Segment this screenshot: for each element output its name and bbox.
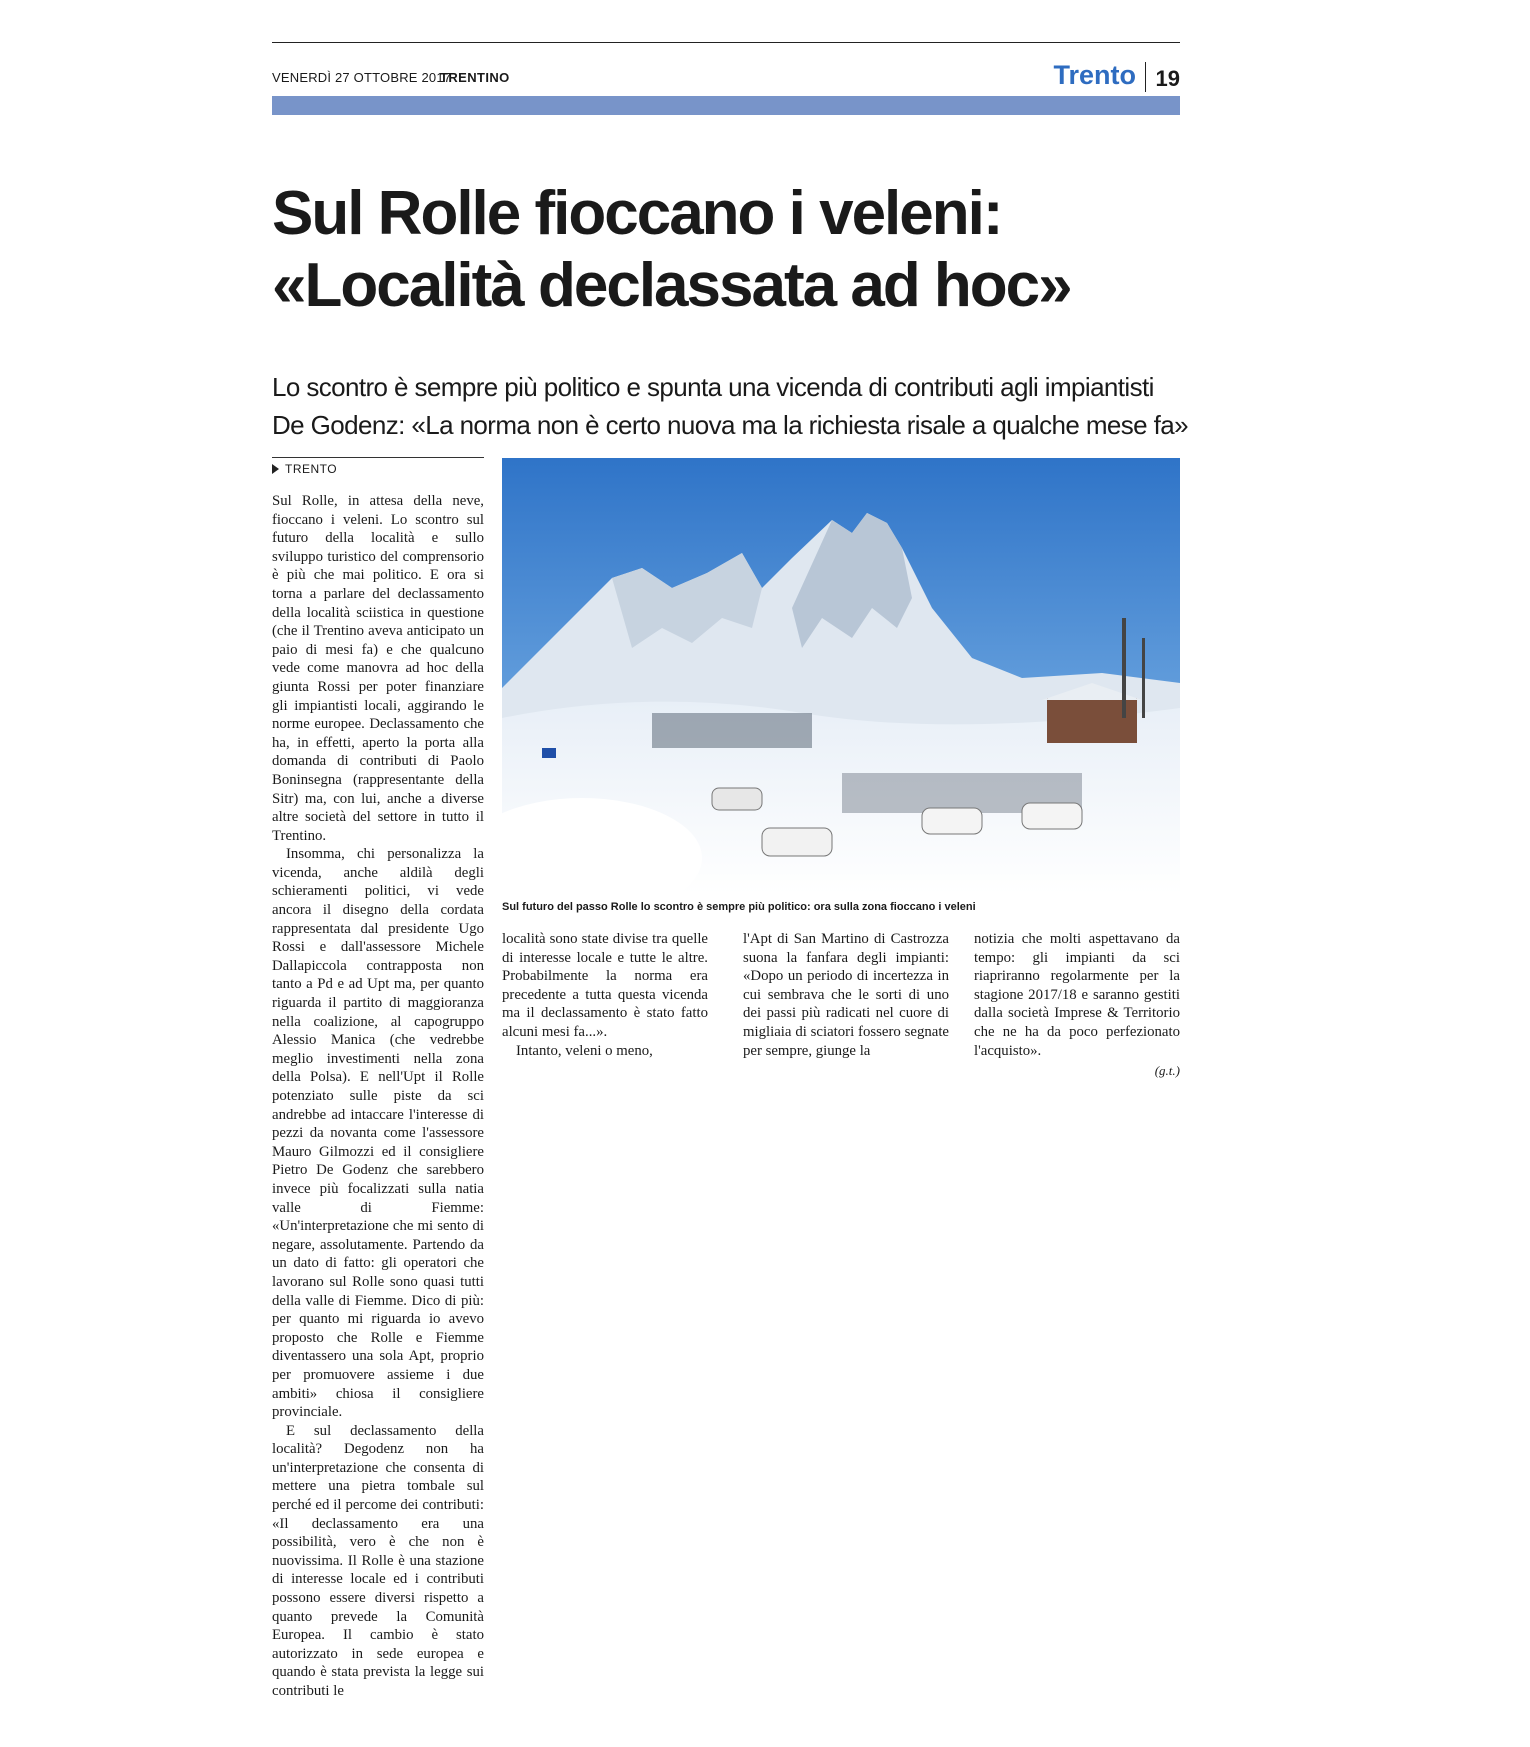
masthead (272, 60, 1180, 92)
article-column-2 (502, 930, 708, 1060)
paragraph: Sul Rolle, in attesa della neve, fioccano i veleni. Lo scontro sul futuro della località e sullo sviluppo turistico del comprensorio è più che mai politico. E ora si torna a parlare del declassamento della località sciistica in questione (che il Trentino aveva anticipato un paio di mesi fa) e che qualcuno vede come manovra ad hoc della giunta Rossi per poter finanziare gli impiantisti locali, aggirando le norme europee. Declassamento che ha, in effetti, aperto la porta alla domanda di contributi di Paolo Boninsegna (rappresentante della Sitr) ma, con lui, anche a diverse altre società del settore in tutto il Trentino. (272, 493, 484, 844)
issue-date: VENERDÌ 27 OTTOBRE 2017 (272, 70, 452, 85)
article-column-3 (743, 930, 949, 1060)
play-arrow-icon (272, 464, 279, 474)
paragraph: località sono state divise tra quelle di interesse locale e tutte le altre. Probabilmente la norma era precedente a tutta questa vicenda ma il declassamento è stato fatto alcuni mesi fa...». (502, 931, 708, 1040)
photo-caption: Sul futuro del passo Rolle lo scontro è sempre più politico: ora sulla zona fioccano i veleni (502, 901, 976, 913)
headline (272, 178, 1180, 322)
paragraph: Insomma, chi personalizza la vicenda, anche aldilà degli schieramenti politici, vi vede ancora il disegno della cordata rappresentata dal presidente Ugo Rossi e dall'assessore Michele Dallapiccola contrapposta non tanto a Pd e ad Upt ma, per quanto riguarda il partito di maggioranza nella coalizione, al capogruppo Alessio Manica (che vedrebbe meglio investimenti nella zona della Polsa). E nell'Upt il Rolle potenziato sulle piste da sci andrebbe ad intaccare l'interesse di pezzi da novanta come l'assessore Mauro Gilmozzi ed il consigliere Pietro De Godenz che sarebbero invece più focalizzati sulla natia valle di Fiemme: «Un'interpretazione che mi sento di negare, assolutamente. Partendo da un dato di fatto: gli operatori che lavorano sul Rolle sono quasi tutti della valle di Fiemme. Dico di più: per quanto mi riguarda io avevo proposto che Rolle e Fiemme diventassero una sola Apt, proprio per promuovere assieme i due ambiti» chiosa il consigliere provinciale. (272, 846, 484, 1421)
subhead-line-1: Lo scontro è sempre più politico e spunta una vicenda di contributi agli impiantisti (272, 372, 1154, 402)
newspaper-name: TRENTINO (440, 70, 510, 85)
paragraph: E sul declassamento della località? Degodenz non ha un'interpretazione che consenta di mettere una pietra tombale sul perché ed il percome dei contributi: «Il declassamento era una possibilità, vero è che non è nuovissima. Il Rolle è una stazione di interesse locale ed i contributi possono essere diversi rispetto a quanto prevede la Comunità Europea. Il cambio è stato autorizzato in sede europea e quando è stata prevista la legge sui contributi le (272, 1422, 484, 1699)
headline-line-1: Sul Rolle fioccano i veleni: (272, 179, 1002, 248)
author-signature: (g.t.) (1154, 1063, 1180, 1079)
article-column-4 (974, 930, 1180, 1081)
kicker-label: TRENTO (285, 462, 338, 476)
page-number: 19 (1155, 66, 1180, 91)
headline-line-2: «Località declassata ad hoc» (272, 251, 1071, 320)
article-column-1 (272, 492, 484, 1701)
page-separator (1145, 62, 1146, 92)
subhead-line-2: De Godenz: «La norma non è certo nuova ma la richiesta risale a qualche mese fa» (272, 410, 1188, 440)
paragraph: l'Apt di San Martino di Castrozza suona la fanfara degli impianti: «Dopo un periodo di incertezza in cui sembrava che le sorti di uno dei passi più radicati nel cuore di migliaia di sciatori fossero segnate per sempre, giunge la (743, 931, 949, 1059)
snowy-mountain-pass-illustration (502, 458, 1180, 894)
header-color-bar (272, 96, 1180, 115)
section-name: Trento (1053, 60, 1136, 90)
kicker (272, 462, 337, 476)
article-photo (502, 458, 1180, 894)
newspaper-page (272, 40, 1188, 1720)
paragraph: notizia che molti aspettavano da tempo: gli impianti da sci riapriranno regolarmente per la stagione 2017/18 e saranno gestiti dalla società Imprese & Territorio che ne ha da poco perfezionato l'acquisto». (974, 931, 1180, 1059)
top-rule (272, 42, 1180, 43)
kicker-rule (272, 457, 484, 458)
paragraph: Intanto, veleni o meno, (516, 1042, 653, 1059)
subheadline (272, 368, 1188, 444)
